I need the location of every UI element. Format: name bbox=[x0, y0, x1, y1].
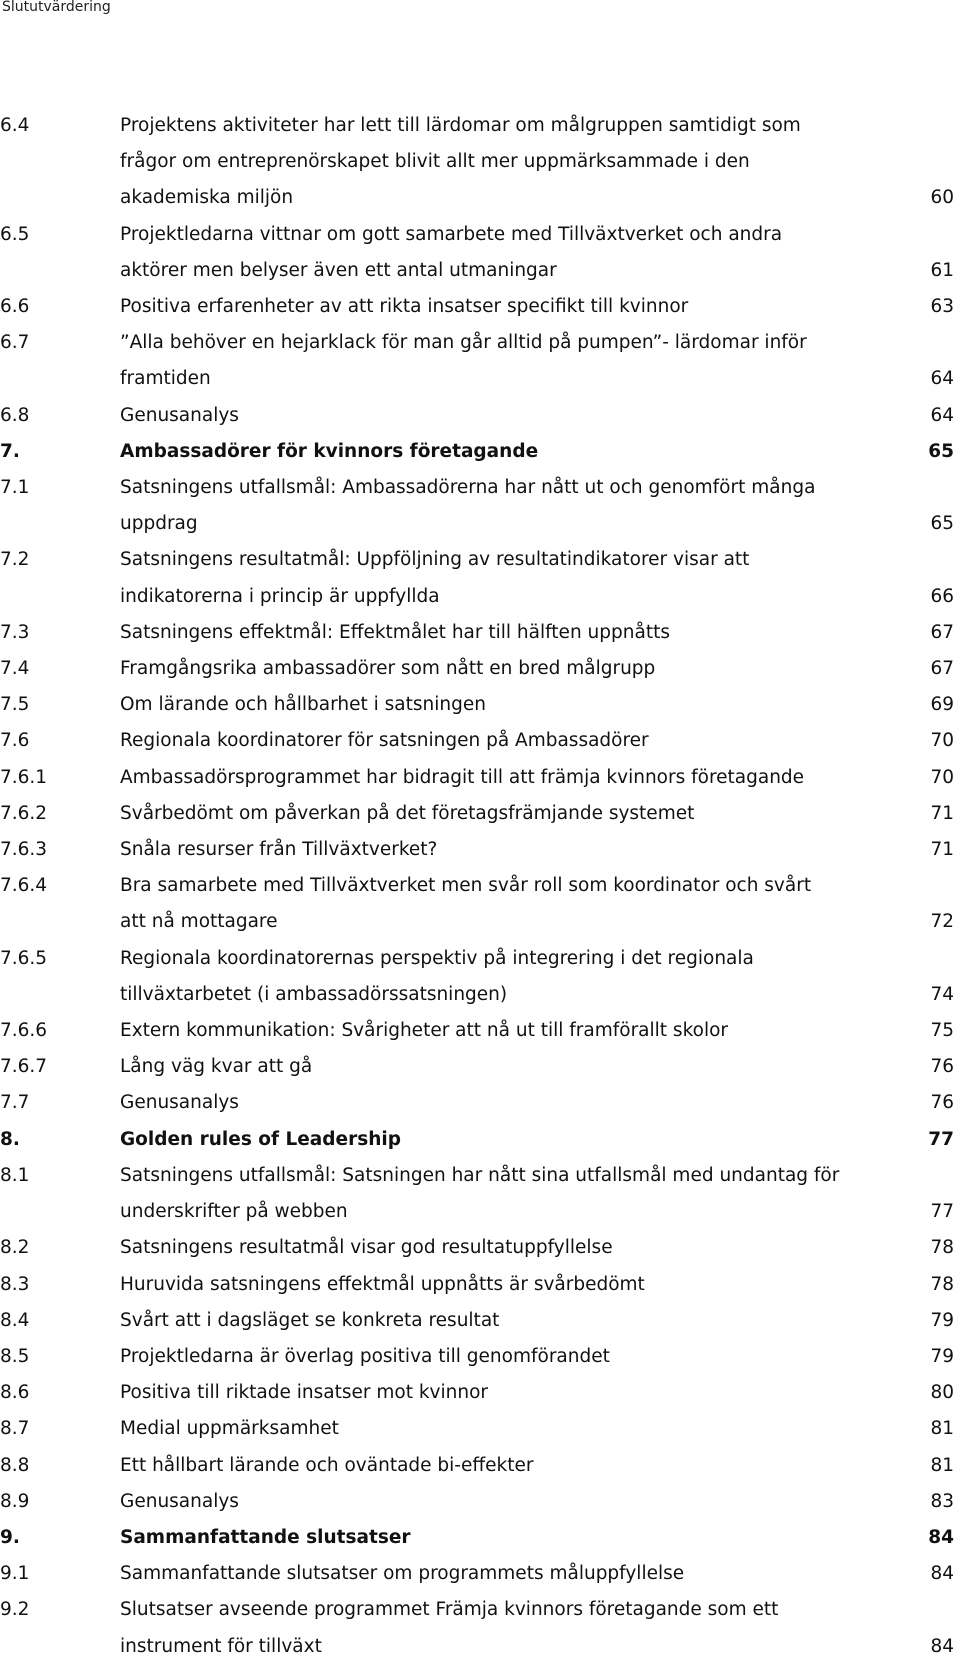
toc-entry-number: 7.2 bbox=[0, 549, 30, 571]
toc-entry-page-number: 77 bbox=[930, 1201, 954, 1223]
toc-entry-page-number: 69 bbox=[930, 694, 954, 716]
toc-entry[interactable] bbox=[0, 651, 960, 687]
toc-entry-number: 7.6.7 bbox=[0, 1056, 48, 1078]
table-of-contents bbox=[0, 108, 960, 1665]
page-header-title: Slututvärdering bbox=[2, 0, 111, 15]
toc-entry-number: 8.4 bbox=[0, 1309, 30, 1331]
toc-entry-title bbox=[120, 941, 840, 1013]
toc-entry-title-line: Satsningens effektmål: Effektmålet har till hälften uppnåtts bbox=[120, 621, 670, 643]
toc-entry-page-number: 66 bbox=[930, 585, 954, 607]
toc-entry[interactable] bbox=[0, 760, 960, 796]
toc-entry-title-line: instrument för tillväxt bbox=[120, 1635, 322, 1657]
toc-entry-page-number: 67 bbox=[930, 621, 954, 643]
toc-entry-title bbox=[120, 1085, 840, 1121]
toc-entry-number: 8.6 bbox=[0, 1382, 30, 1404]
toc-entry-title-line: Bra samarbete med Tillväxtverket men svår roll som koordinator och svårt bbox=[120, 875, 812, 897]
toc-entry-title bbox=[120, 651, 840, 687]
toc-entry[interactable] bbox=[0, 1230, 960, 1266]
toc-entry[interactable] bbox=[0, 941, 960, 1013]
toc-entry-number: 8.5 bbox=[0, 1345, 30, 1367]
toc-entry-title bbox=[120, 1484, 840, 1520]
toc-entry-title-line: underskrifter på webben bbox=[120, 1201, 348, 1223]
toc-entry-title bbox=[120, 108, 840, 217]
toc-entry-page-number: 70 bbox=[930, 766, 954, 788]
toc-entry-title bbox=[120, 1448, 840, 1484]
toc-entry-title bbox=[120, 760, 840, 796]
toc-entry-number: 9.1 bbox=[0, 1563, 30, 1585]
toc-entry-title bbox=[120, 434, 840, 470]
toc-entry-page-number: 84 bbox=[930, 1563, 954, 1585]
toc-entry[interactable] bbox=[0, 796, 960, 832]
toc-entry-page-number: 80 bbox=[930, 1382, 954, 1404]
toc-entry[interactable] bbox=[0, 868, 960, 940]
toc-entry-number: 6.4 bbox=[0, 115, 30, 136]
toc-entry-title-line: uppdrag bbox=[120, 513, 198, 535]
toc-entry-page-number: 76 bbox=[930, 1056, 954, 1078]
toc-entry-title-line: Positiva till riktade insatser mot kvinnor bbox=[120, 1382, 489, 1404]
toc-entry-title bbox=[120, 325, 840, 397]
toc-entry-number: 8.7 bbox=[0, 1418, 30, 1440]
toc-entry-number: 7.7 bbox=[0, 1092, 30, 1114]
toc-entry[interactable] bbox=[0, 615, 960, 651]
toc-entry-title bbox=[120, 542, 840, 614]
toc-entry-page-number: 78 bbox=[930, 1237, 954, 1259]
toc-entry-title bbox=[120, 1411, 840, 1447]
toc-entry-page-number: 72 bbox=[930, 911, 954, 933]
toc-entry-number: 6.7 bbox=[0, 332, 30, 354]
toc-entry[interactable] bbox=[0, 1303, 960, 1339]
toc-entry-title-line: aktörer men belyser även ett antal utmaningar bbox=[120, 259, 557, 281]
toc-entry-page-number: 84 bbox=[928, 1526, 954, 1548]
toc-entry-title bbox=[120, 1303, 840, 1339]
toc-entry-title-line: Huruvida satsningens effektmål uppnåtts är svårbedömt bbox=[120, 1273, 645, 1295]
toc-entry[interactable] bbox=[0, 1448, 960, 1484]
toc-entry-title bbox=[120, 687, 840, 723]
toc-entry-number: 7.5 bbox=[0, 694, 30, 716]
toc-entry[interactable] bbox=[0, 1411, 960, 1447]
toc-entry[interactable] bbox=[0, 1375, 960, 1411]
toc-entry-title-line: Projektens aktiviteter har lett till lärdomar om målgruppen samtidigt som bbox=[120, 115, 801, 136]
toc-entry-page-number: 64 bbox=[930, 368, 954, 390]
toc-entry-page-number: 70 bbox=[930, 730, 954, 752]
toc-entry-title-line: Satsningens resultatmål visar god resultatuppfyllelse bbox=[120, 1237, 613, 1259]
toc-entry-title bbox=[120, 832, 840, 868]
toc-entry-title-line: Projektledarna vittnar om gott samarbete med Tillväxtverket och andra bbox=[120, 223, 783, 245]
toc-entry[interactable] bbox=[0, 108, 960, 217]
toc-entry-title-line: Regionala koordinatorer för satsningen på Ambassadörer bbox=[120, 730, 649, 752]
toc-entry-title bbox=[120, 1267, 840, 1303]
toc-entry-title bbox=[120, 1375, 840, 1411]
toc-entry-title-line: Projektledarna är överlag positiva till genomförandet bbox=[120, 1345, 610, 1367]
toc-entry-title-line: Svårbedömt om påverkan på det företagsfrämjande systemet bbox=[120, 802, 695, 824]
toc-entry-title-line: frågor om entreprenörskapet blivit allt mer uppmärksammade i den bbox=[120, 151, 750, 173]
toc-entry[interactable] bbox=[0, 1592, 960, 1664]
toc-entry[interactable] bbox=[0, 289, 960, 325]
toc-entry-number: 7.6.5 bbox=[0, 947, 48, 969]
toc-entry-page-number: 79 bbox=[930, 1345, 954, 1367]
toc-entry[interactable] bbox=[0, 1339, 960, 1375]
toc-entry-title bbox=[120, 1339, 840, 1375]
toc-entry-title bbox=[120, 398, 840, 434]
toc-entry-number: 6.8 bbox=[0, 404, 30, 426]
toc-entry-number: 7.6.2 bbox=[0, 802, 48, 824]
toc-entry-title bbox=[120, 868, 840, 940]
toc-entry-title-line: Satsningens utfallsmål: Satsningen har nått sina utfallsmål med undantag för bbox=[120, 1164, 840, 1186]
toc-entry-title-line: Lång väg kvar att gå bbox=[120, 1056, 313, 1078]
toc-entry-title-line: indikatorerna i princip är uppfyllda bbox=[120, 585, 440, 607]
toc-entry[interactable] bbox=[0, 1049, 960, 1085]
toc-entry-page-number: 61 bbox=[930, 259, 954, 281]
toc-entry-title-line: Sammanfattande slutsatser om programmets måluppfyllelse bbox=[120, 1563, 685, 1585]
toc-entry-number: 7.4 bbox=[0, 658, 30, 680]
toc-entry-number: 6.5 bbox=[0, 223, 30, 245]
toc-entry-title-line: akademiska miljön bbox=[120, 187, 294, 209]
toc-entry[interactable] bbox=[0, 832, 960, 868]
toc-entry-title-line: att nå mottagare bbox=[120, 911, 278, 933]
toc-entry-title-line: Regionala koordinatorernas perspektiv på integrering i det regionala bbox=[120, 947, 754, 969]
toc-entry-title-line: Om lärande och hållbarhet i satsningen bbox=[120, 694, 486, 716]
toc-entry-title-line: Ambassadörsprogrammet har bidragit till att främja kvinnors företagande bbox=[120, 766, 805, 788]
toc-entry-number: 8.3 bbox=[0, 1273, 30, 1295]
toc-entry-page-number: 63 bbox=[930, 296, 954, 318]
toc-entry-number: 7.6.1 bbox=[0, 766, 48, 788]
toc-entry-title bbox=[120, 1013, 840, 1049]
toc-chapter-entry[interactable] bbox=[0, 1520, 960, 1556]
toc-entry-title-line: tillväxtarbetet (i ambassadörssatsningen) bbox=[120, 983, 508, 1005]
toc-entry-number: 9.2 bbox=[0, 1599, 30, 1621]
toc-entry[interactable] bbox=[0, 723, 960, 759]
toc-entry-title-line: Medial uppmärksamhet bbox=[120, 1418, 339, 1440]
toc-entry-title bbox=[120, 1158, 840, 1230]
toc-entry-page-number: 81 bbox=[930, 1454, 954, 1476]
toc-entry-page-number: 64 bbox=[930, 404, 954, 426]
toc-entry-title-line: Golden rules of Leadership bbox=[120, 1128, 401, 1150]
toc-entry[interactable] bbox=[0, 1556, 960, 1592]
toc-entry-page-number: 71 bbox=[930, 802, 954, 824]
toc-entry-page-number: 67 bbox=[930, 658, 954, 680]
toc-entry-title-line: Slutsatser avseende programmet Främja kvinnors företagande som ett bbox=[120, 1599, 779, 1621]
toc-entry-title bbox=[120, 1122, 840, 1158]
toc-entry-title bbox=[120, 796, 840, 832]
toc-entry[interactable] bbox=[0, 542, 960, 614]
toc-entry-number: 8. bbox=[0, 1128, 20, 1150]
toc-entry-title-line: ”Alla behöver en hejarklack för man går alltid på pumpen”- lärdomar inför bbox=[120, 332, 807, 354]
toc-entry-title bbox=[120, 1049, 840, 1085]
toc-entry-title bbox=[120, 1556, 840, 1592]
toc-entry-title-line: Genusanalys bbox=[120, 1490, 239, 1512]
toc-entry-page-number: 84 bbox=[930, 1635, 954, 1657]
toc-entry[interactable] bbox=[0, 398, 960, 434]
toc-entry-title-line: Satsningens resultatmål: Uppföljning av resultatindikatorer visar att bbox=[120, 549, 750, 571]
toc-entry-title-line: Genusanalys bbox=[120, 404, 239, 426]
toc-entry-title bbox=[120, 1520, 840, 1556]
toc-entry-title-line: Framgångsrika ambassadörer som nått en bred målgrupp bbox=[120, 658, 656, 680]
toc-entry-title-line: Svårt att i dagsläget se konkreta resultat bbox=[120, 1309, 500, 1331]
toc-entry-title bbox=[120, 1592, 840, 1664]
toc-entry-title bbox=[120, 615, 840, 651]
toc-entry-title-line: framtiden bbox=[120, 368, 211, 390]
toc-entry-number: 7.6.4 bbox=[0, 875, 48, 897]
toc-entry-title bbox=[120, 217, 840, 289]
toc-entry[interactable] bbox=[0, 1158, 960, 1230]
toc-entry-title-line: Genusanalys bbox=[120, 1092, 239, 1114]
toc-entry[interactable] bbox=[0, 687, 960, 723]
toc-entry-number: 7.3 bbox=[0, 621, 30, 643]
toc-entry[interactable] bbox=[0, 217, 960, 289]
toc-entry-title bbox=[120, 470, 840, 542]
toc-entry-number: 9. bbox=[0, 1526, 20, 1548]
toc-entry-number: 8.9 bbox=[0, 1490, 30, 1512]
toc-entry-title-line: Ett hållbart lärande och oväntade bi-effekter bbox=[120, 1454, 534, 1476]
toc-entry-title-line: Satsningens utfallsmål: Ambassadörerna har nått ut och genomfört många bbox=[120, 477, 816, 499]
toc-entry-title-line: Extern kommunikation: Svårigheter att nå ut till framförallt skolor bbox=[120, 1020, 729, 1042]
toc-chapter-entry[interactable] bbox=[0, 434, 960, 470]
toc-entry-page-number: 81 bbox=[930, 1418, 954, 1440]
toc-entry[interactable] bbox=[0, 325, 960, 397]
toc-entry-title bbox=[120, 289, 840, 325]
toc-entry-page-number: 60 bbox=[930, 187, 954, 209]
toc-entry-page-number: 71 bbox=[930, 839, 954, 861]
toc-entry-title-line: Positiva erfarenheter av att rikta insatser specifikt till kvinnor bbox=[120, 296, 689, 318]
toc-entry-page-number: 78 bbox=[930, 1273, 954, 1295]
toc-entry-number: 7.6 bbox=[0, 730, 30, 752]
toc-entry-page-number: 77 bbox=[928, 1128, 954, 1150]
toc-entry-page-number: 65 bbox=[930, 513, 954, 535]
toc-entry-number: 8.2 bbox=[0, 1237, 30, 1259]
toc-entry-number: 7.6.6 bbox=[0, 1020, 48, 1042]
toc-entry-page-number: 75 bbox=[930, 1020, 954, 1042]
toc-entry-page-number: 65 bbox=[928, 440, 954, 462]
toc-entry-title-line: Sammanfattande slutsatser bbox=[120, 1526, 411, 1548]
toc-entry-title bbox=[120, 1230, 840, 1266]
toc-entry-number: 7.6.3 bbox=[0, 839, 48, 861]
toc-entry-number: 7. bbox=[0, 440, 20, 462]
toc-entry-number: 8.1 bbox=[0, 1164, 30, 1186]
toc-entry[interactable] bbox=[0, 470, 960, 542]
toc-entry-number: 7.1 bbox=[0, 477, 30, 499]
toc-entry-page-number: 74 bbox=[930, 983, 954, 1005]
toc-entry-title-line: Snåla resurser från Tillväxtverket? bbox=[120, 839, 438, 861]
toc-entry-number: 6.6 bbox=[0, 296, 30, 318]
toc-entry[interactable] bbox=[0, 1484, 960, 1520]
toc-entry-title bbox=[120, 723, 840, 759]
toc-entry[interactable] bbox=[0, 1085, 960, 1121]
toc-entry-number: 8.8 bbox=[0, 1454, 30, 1476]
toc-chapter-entry[interactable] bbox=[0, 1122, 960, 1158]
toc-entry[interactable] bbox=[0, 1013, 960, 1049]
toc-entry-title-line: Ambassadörer för kvinnors företagande bbox=[120, 440, 539, 462]
toc-entry-page-number: 83 bbox=[930, 1490, 954, 1512]
toc-entry-page-number: 79 bbox=[930, 1309, 954, 1331]
toc-entry[interactable] bbox=[0, 1267, 960, 1303]
toc-entry-page-number: 76 bbox=[930, 1092, 954, 1114]
